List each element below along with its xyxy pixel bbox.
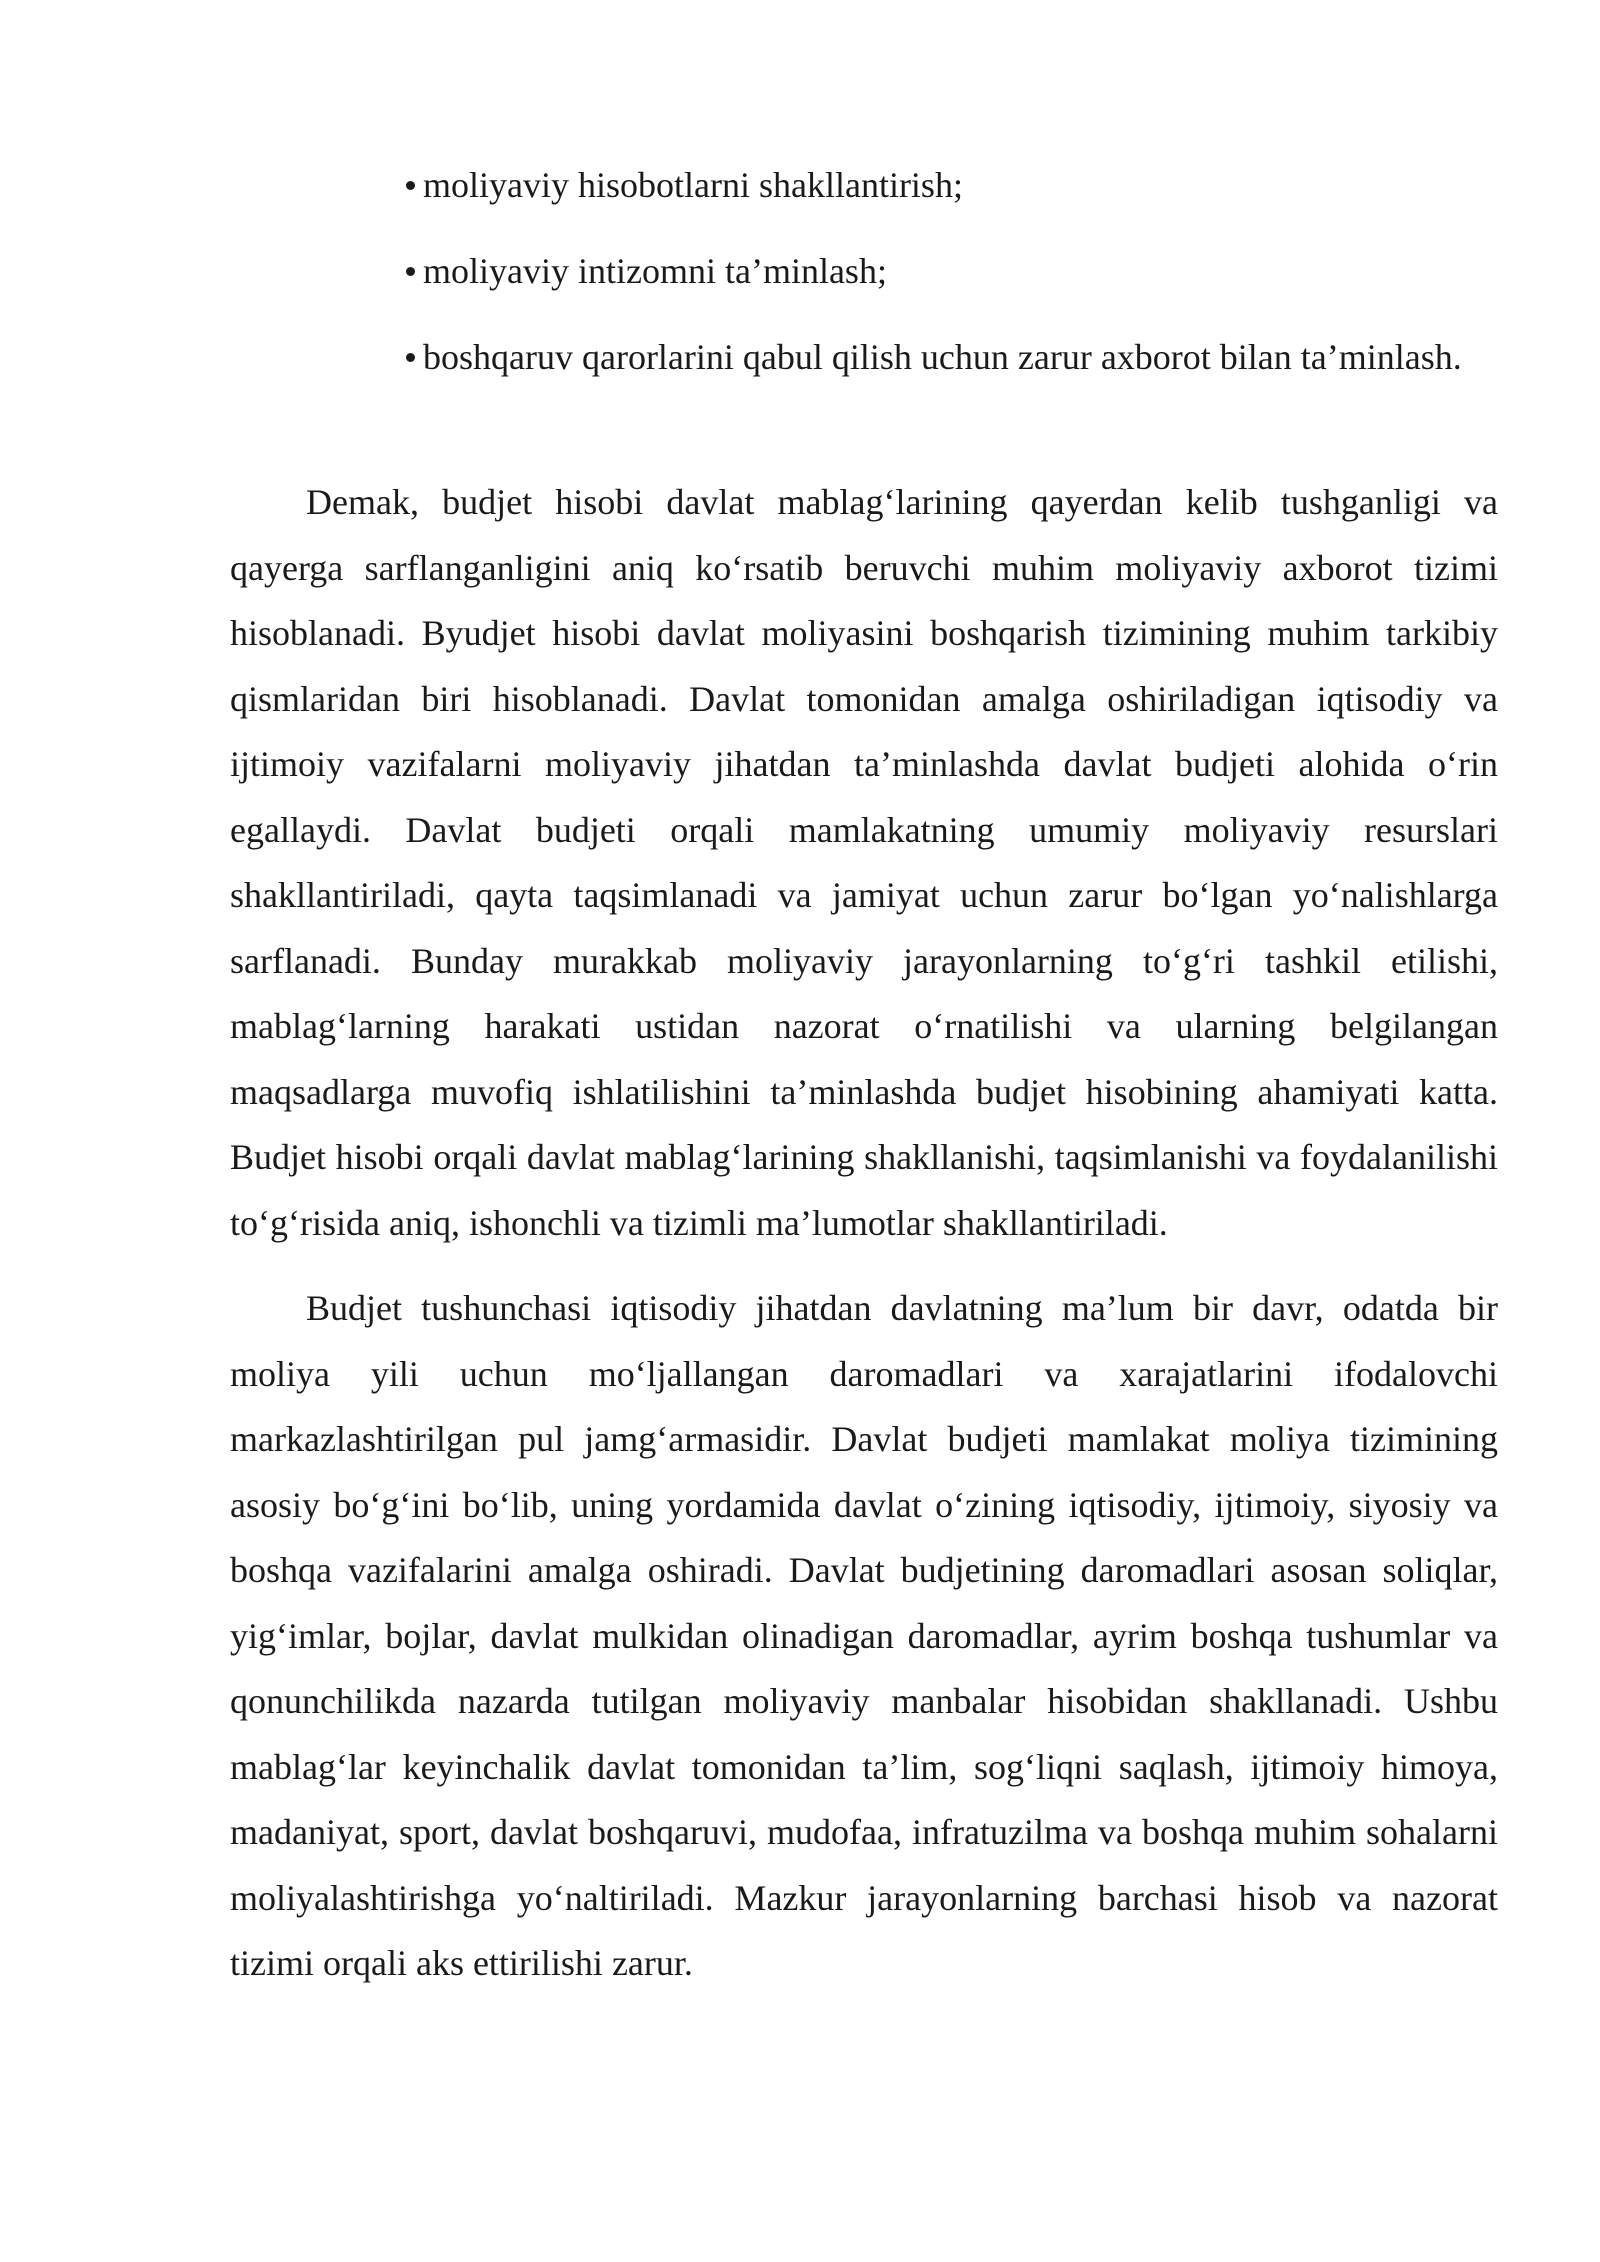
bullet-item (230, 324, 1498, 390)
bullet-text: moliyaviy hisobotlarni shakllantirish; (423, 165, 963, 205)
paragraph: Budjet tushunchasi iqtisodiy jihatdan davlatning ma’lum bir davr, odatda bir moliya yili uchun mo‘ljallangan daromadlari va xarajatlarini ifodalovchi markazlashtirilgan pul jamg‘armasidir. Davlat budjeti mamlakat moliya tizimining asosiy bo‘g‘ini bo‘lib, uning yordamida davlat o‘zining iqtisodiy, ijtimoiy, siyosiy va boshqa vazifalarini amalga oshiradi. Davlat budjetining daromadlari asosan soliqlar, yig‘imlar, bojlar, davlat mulkidan olinadigan daromadlar, ayrim boshqa tushumlar va qonunchilikda nazarda tutilgan moliyaviy manbalar hisobidan shakllanadi. Ushbu mablag‘lar keyinchalik davlat tomonidan ta’lim, sog‘liqni saqlash, ijtimoiy himoya, madaniyat, sport, davlat boshqaruvi, mudofaa, infratuzilma va boshqa muhim sohalarni moliyalashtirishga yo‘naltiriladi. Mazkur jarayonlarning barchasi hisob va nazorat tizimi orqali aks ettirilishi zarur. (230, 1288, 1498, 1983)
bullet-item (326, 238, 1498, 304)
bullet-item (326, 152, 1498, 218)
bullet-icon (406, 267, 415, 276)
bullet-icon (406, 353, 415, 362)
bullet-icon (406, 181, 415, 190)
bullet-text: moliyaviy intizomni ta’minlash; (423, 251, 887, 291)
paragraph: Demak, budjet hisobi davlat mablag‘larining qayerdan kelib tushganligi va qayerga sarflanganligini aniq ko‘rsatib beruvchi muhim moliyaviy axborot tizimi hisoblanadi. Byudjet hisobi davlat moliyasini boshqarish tizimining muhim tarkibiy qismlaridan biri hisoblanadi. Davlat tomonidan amalga oshiriladigan iqtisodiy va ijtimoiy vazifalarni moliyaviy jihatdan ta’minlashda davlat budjeti alohida o‘rin egallaydi. Davlat budjeti orqali mamlakatning umumiy moliyaviy resurslari shakllantiriladi, qayta taqsimlanadi va jamiyat uchun zarur bo‘lgan yo‘nalishlarga sarflanadi. Bunday murakkab moliyaviy jarayonlarning to‘g‘ri tashkil etilishi, mablag‘larning harakati ustidan nazorat o‘rnatilishi va ularning belgilangan maqsadlarga muvofiq ishlatilishini ta’minlashda budjet hisobining ahamiyati katta. Budjet hisobi orqali davlat mablag‘larining shakllanishi, taqsimlanishi va foydalanilishi to‘g‘risida aniq, ishonchli va tizimli ma’lumotlar shakllantiriladi. (230, 482, 1498, 1243)
body-text (230, 470, 1498, 2017)
bullet-list (326, 152, 1498, 410)
bullet-text: boshqaruv qarorlarini qabul qilish uchun zarur axborot bilan ta’minlash. (423, 337, 1462, 377)
